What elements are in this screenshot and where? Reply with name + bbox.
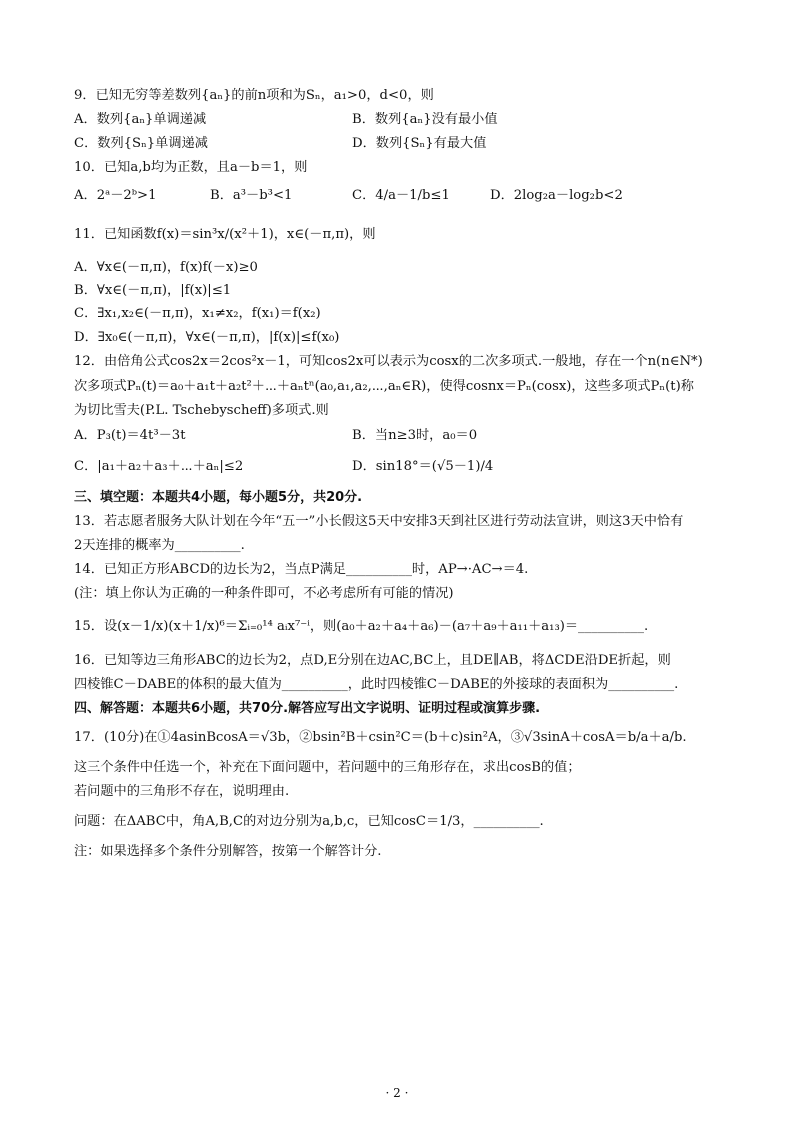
q11-option-d: D．∃x₀∈(－π,π)，∀x∈(－π,π)，|f(x)|≤f(x₀) [74, 330, 340, 345]
q17-line-2: 这三个条件中任选一个，补充在下面问题中，若问题中的三角形存在，求出cosB的值； [74, 760, 581, 775]
q11-option-c: C．∃x₁,x₂∈(－π,π)，x₁≠x₂，f(x₁)＝f(x₂) [74, 306, 321, 321]
q10-option-d: D．2log₂a－log₂b<2 [490, 188, 623, 203]
q14-line-2: (注：填上你认为正确的一种条件即可，不必考虑所有可能的情况) [74, 586, 454, 601]
q12-option-c: C．|a₁＋a₂＋a₃＋⋯＋aₙ|≤2 [74, 459, 244, 474]
q12-option-d: D．sin18°＝(√5－1)/4 [352, 459, 494, 474]
q11-stem: 11．已知函数f(x)＝sin³x/(x²＋1)，x∈(－π,π)，则 [74, 227, 376, 242]
section-4-heading: 四、解答题：本题共6小题，共70分.解答应写出文字说明、证明过程或演算步骤. [74, 701, 541, 716]
q11-option-a: A．∀x∈(－π,π)，f(x)f(－x)≥0 [74, 260, 258, 275]
q17-line-4: 问题：在ΔABC中，角A,B,C的对边分别为a,b,c，已知cosC＝1/3，__________. [74, 814, 544, 829]
q10-stem: 10．已知a,b均为正数，且a－b＝1，则 [74, 160, 308, 175]
q13-line-1: 13．若志愿者服务大队计划在今年“五一”小长假这5天中安排3天到社区进行劳动法宣讲，则这3天中恰有 [74, 514, 684, 529]
q14-line-1: 14．已知正方形ABCD的边长为2，当点P满足__________时，AP→·AC→＝4. [74, 562, 529, 577]
q9-option-d: D．数列{Sₙ}有最大值 [352, 136, 487, 151]
q10-option-c: C．4/a－1/b≤1 [352, 188, 450, 203]
q12-line-2: 次多项式Pₙ(t)＝a₀＋a₁t＋a₂t²＋⋯＋aₙtⁿ(a₀,a₁,a₂,⋯,aₙ∈R)，使得cosnx＝Pₙ(cosx)，这些多项式Pₙ(t)称 [74, 379, 694, 394]
q12-line-1: 12．由倍角公式cos2x＝2cos²x－1，可知cos2x可以表示为cosx的二次多项式.一般地，存在一个n(n∈N*) [74, 354, 703, 369]
q10-option-a: A．2ᵃ－2ᵇ>1 [74, 188, 157, 203]
q16-line-1: 16．已知等边三角形ABC的边长为2，点D,E分别在边AC,BC上，且DE∥AB，将ΔCDE沿DE折起，则 [74, 653, 671, 668]
q15-line: 15．设(x－1/x)(x＋1/x)⁶＝Σᵢ₌₀¹⁴ aᵢx⁷⁻ⁱ，则(a₀＋a₂＋a₄＋a₆)－(a₇＋a₉＋a₁₁＋a₁₃)＝__________. [74, 619, 649, 634]
q9-option-b: B．数列{aₙ}没有最小值 [352, 112, 498, 127]
q17-line-1: 17．(10分)在①4asinBcosA＝√3b，②bsin²B＋csin²C＝(b＋c)sin²A，③√3sinA＋cosA＝b/a＋a/b. [74, 730, 687, 745]
q12-option-b: B．当n≥3时，a₀＝0 [352, 428, 478, 443]
q9-option-a: A．数列{aₙ}单调递减 [74, 112, 207, 127]
q12-line-3: 为切比雪夫(P.L. Tschebyscheff)多项式.则 [74, 403, 329, 418]
q12-option-a: A．P₃(t)＝4t³－3t [74, 428, 186, 443]
q13-line-2: 2天连排的概率为__________. [74, 538, 245, 553]
q16-line-2: 四棱锥C－DABE的体积的最大值为__________，此时四棱锥C－DABE的外接球的表面积为__________. [74, 677, 679, 692]
q17-line-3: 若问题中的三角形不存在，说明理由. [74, 784, 290, 799]
q9-option-c: C．数列{Sₙ}单调递减 [74, 136, 208, 151]
q17-line-5: 注：如果选择多个条件分别解答，按第一个解答计分. [74, 844, 382, 859]
page-number: · 2 · [385, 1086, 409, 1100]
q9-stem: 9．已知无穷等差数列{aₙ}的前n项和为Sₙ，a₁>0，d<0，则 [74, 88, 434, 103]
q10-option-b: B．a³－b³<1 [210, 188, 293, 203]
q11-option-b: B．∀x∈(－π,π)，|f(x)|≤1 [74, 283, 232, 298]
section-3-heading: 三、填空题：本题共4小题，每小题5分，共20分. [74, 490, 363, 505]
